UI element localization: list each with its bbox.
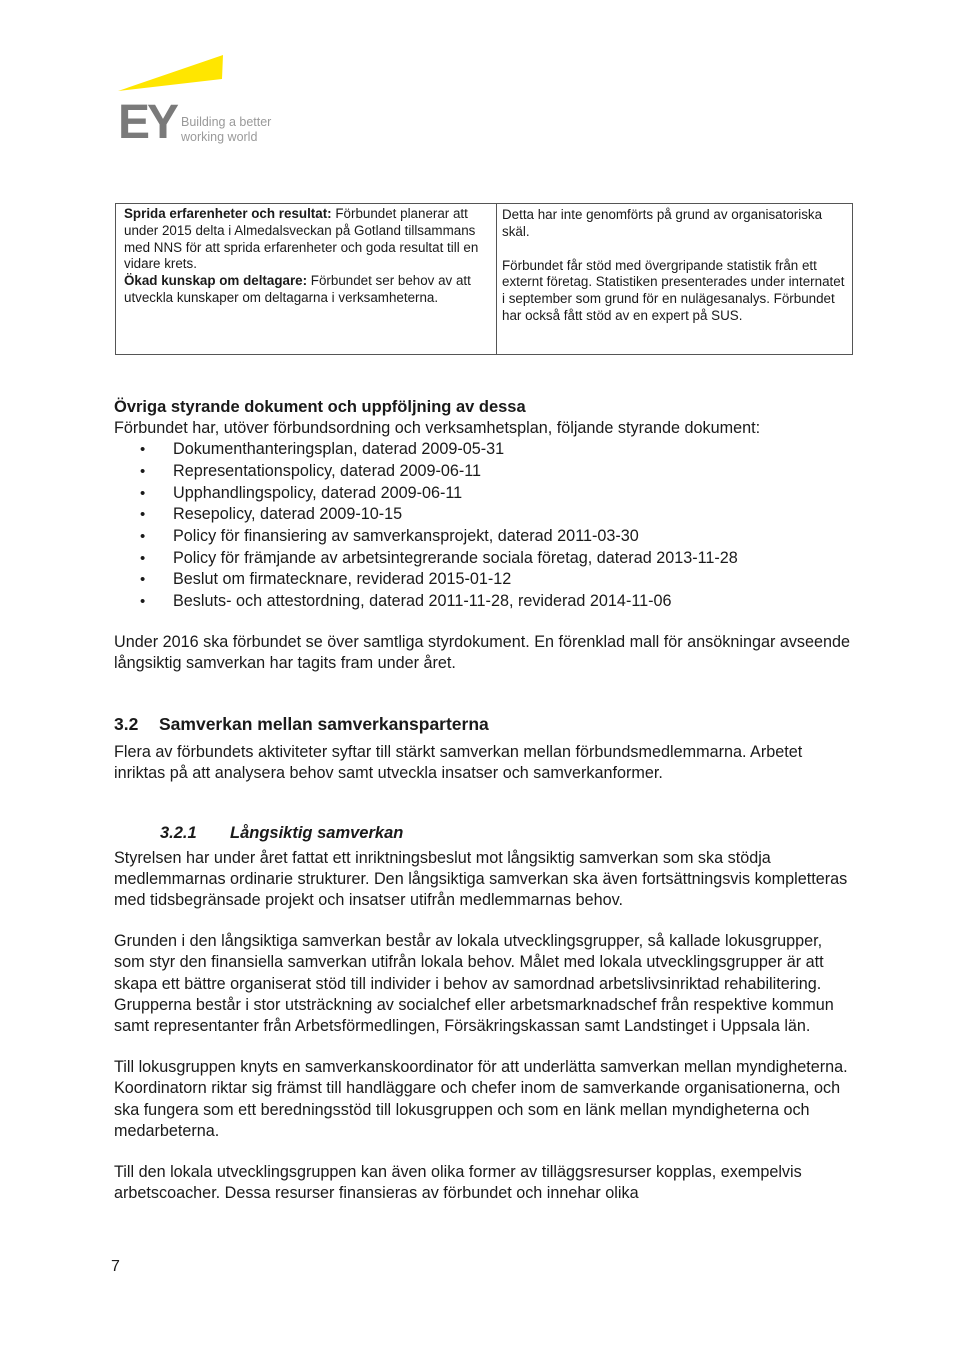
main-content — [114, 397, 854, 1204]
table-right-paragraph-1: Detta har inte genomförts på grund av organisatoriska skäl. — [502, 207, 823, 239]
section-title-3-2-1: Långsiktig samverkan — [230, 823, 404, 842]
section-number-3-2-1: 3.2.1 — [160, 823, 197, 842]
section-3-2-1-paragraph-3: Till lokusgruppen knyts en samverkanskoordinator för att underlätta samverkan mellan myndigheterna. Koordinatorn riktar sig främst till handläggare och chefer inom de samverkande organisationerna, och ska fungera som ett beredningsstöd till lokusgruppen och som en länk mellan myndigheterna och medarbeterna. — [114, 1058, 848, 1140]
list-item: • Policy för främjande av arbetsintegrerande sociala företag, daterad 2013-11-28 — [114, 548, 854, 570]
status-table — [115, 203, 853, 355]
table-left-text-2: Förbundet ser behov av att utveckla kunskaper om deltagarna i verksamheterna. — [124, 273, 471, 305]
logo-tagline-line2: working world — [181, 130, 258, 144]
list-item: • Dokumenthanteringsplan, daterad 2009-05-31 — [114, 439, 854, 461]
section-ovriga-closing: Under 2016 ska förbundet se över samtliga styrdokument. En förenklad mall för ansökningar avseende långsiktig samverkan har tagits fram under året. — [114, 632, 851, 673]
ey-logo — [118, 55, 318, 150]
section-3-2-1-paragraph-1: Styrelsen har under året fattat ett inriktningsbeslut mot långsiktig samverkan som ska stödja medlemmarnas ordinarie strukturer. Den långsiktiga samverkan ska även fortsättningsvis kompletteras med tidsbegränsade projekt och insatser utifrån medlemmarnas behov. — [114, 848, 848, 910]
section-number-3-2: 3.2 — [114, 714, 139, 735]
table-cell-right — [497, 204, 852, 354]
section-3-2-1-paragraph-2: Grunden i den långsiktiga samverkan består av lokala utvecklingsgrupper, så kallade lokusgrupper, som styr den finansiella samverkan utifrån lokala behov. Målet med lokala utvecklingsgrupper är att skapa ett bättre organiserat stöd till individer i behov av samordnad arbetslivsinriktad rehabilitering. Grupperna består i stor utsträckning av socialchef eller arbetsmarknadschef från respektive kommun samt representanter från Arbetsförmedlingen, Försäkringskassan samt Landstinget i Uppsala län. — [114, 932, 834, 1036]
section-heading-3-2 — [114, 713, 854, 735]
list-item: • Policy för finansiering av samverkansprojekt, daterad 2011-03-30 — [114, 526, 854, 548]
section-heading-ovriga: Övriga styrande dokument och uppföljning av dessa — [114, 398, 526, 416]
section-3-2-text: Flera av förbundets aktiviteter syftar till stärkt samverkan mellan förbundsmedlemmarna. Arbetet inriktas på att analysera behov samt utveckla insatser och samverkanformer. — [114, 743, 803, 783]
table-left-paragraph-2 — [124, 273, 490, 307]
table-left-label-1: Sprida erfarenheter och resultat: — [124, 206, 332, 221]
section-heading-3-2-1 — [114, 823, 854, 844]
list-item: • Besluts- och attestordning, daterad 2011-11-28, reviderad 2014-11-06 — [114, 591, 854, 613]
ey-beam-icon — [118, 55, 228, 95]
table-right-paragraph-2: Förbundet får stöd med övergripande statistik från ett externt företag. Statistiken presenterades under internatet i september som grund för en nulägesanalys. Förbundet har också fått stöd av en expert på SUS. — [502, 257, 845, 323]
logo-letters: EY — [118, 96, 177, 149]
logo-tagline-line1: Building a better — [181, 115, 272, 129]
page-number: 7 — [111, 1258, 120, 1275]
table-left-paragraph-1 — [124, 206, 490, 273]
table-cell-left — [116, 204, 497, 354]
list-item: • Resepolicy, daterad 2009-10-15 — [114, 504, 854, 526]
section-3-2-1-paragraph-4: Till den lokala utvecklingsgruppen kan även olika former av tilläggsresurser kopplas, exempelvis arbetscoacher. Dessa resurser finansieras av förbundet och innehar olika — [114, 1163, 802, 1203]
list-item: • Beslut om firmatecknare, reviderad 2015-01-12 — [114, 569, 854, 591]
document-list — [114, 439, 854, 613]
list-item: • Upphandlingspolicy, daterad 2009-06-11 — [114, 483, 854, 505]
table-left-text-1: Förbundet planerar att under 2015 delta i Almedalsveckan på Gotland tillsammans med NNS för att sprida erfarenheter och goda resultat till en vidare krets. — [124, 206, 479, 272]
section-title-3-2: Samverkan mellan samverkansparterna — [159, 714, 489, 735]
table-left-label-2: Ökad kunskap om deltagare: — [124, 273, 308, 289]
logo-tagline — [181, 115, 271, 145]
section-ovriga-intro: Förbundet har, utöver förbundsordning och verksamhetsplan, följande styrande dokument: — [114, 419, 761, 437]
list-item: • Representationspolicy, daterad 2009-06-11 — [114, 461, 854, 483]
